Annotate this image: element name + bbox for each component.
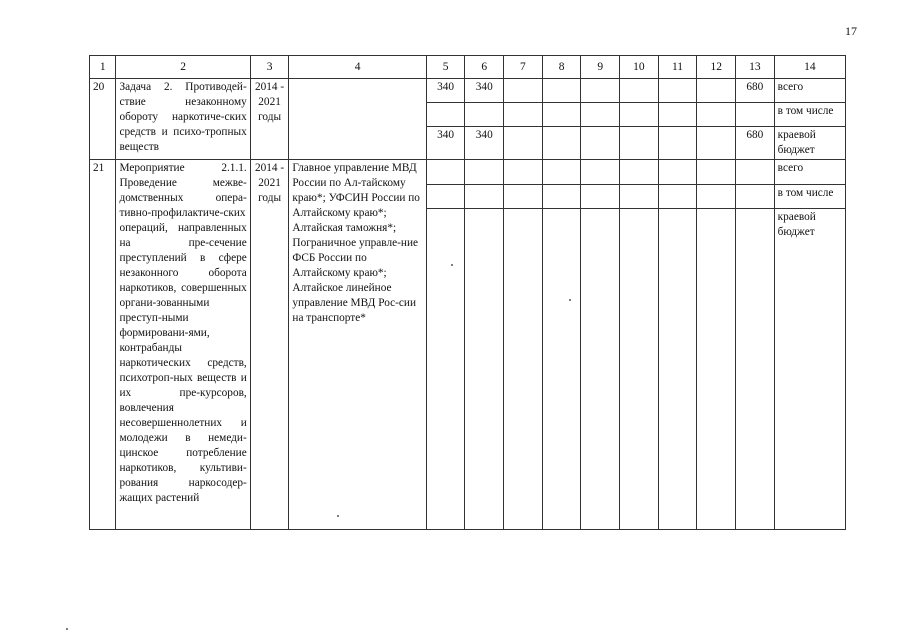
- cell-col8: [542, 103, 581, 127]
- header-cell: 12: [697, 56, 736, 79]
- row-description: Мероприятие 2.1.1. Проведение межве-домственных опера-тивно-профилактиче-ских операций, направленных на пре-сечение преступлений в сфере незаконного оборота наркотиков, совершенных органи-зованными преступ-ными формировани-ями, контрабанды наркотических средств, психотроп-ных веществ и их пре-курсоров, вовлечения несовершеннолетних и молодежи в немеди-цинское потребление наркотиков, культиви-рования наркосодер-жащих растений: [116, 160, 250, 530]
- header-cell: 1: [90, 56, 116, 79]
- cell-col10: [620, 127, 659, 160]
- cell-col6: [465, 185, 504, 209]
- cell-col12: [697, 127, 736, 160]
- cell-col6: 340: [465, 127, 504, 160]
- cell-col13: [736, 209, 775, 530]
- page-number: 17: [845, 24, 857, 38]
- row-period: 2014 - 2021 годы: [250, 160, 289, 530]
- cell-col10: [620, 103, 659, 127]
- cell-col12: [697, 103, 736, 127]
- header-cell: 10: [620, 56, 659, 79]
- cell-col5: 340: [426, 79, 465, 103]
- cell-col8: [542, 127, 581, 160]
- cell-col11: [658, 185, 697, 209]
- header-cell: 5: [426, 56, 465, 79]
- cell-col7: [504, 127, 543, 160]
- cell-col12: [697, 185, 736, 209]
- scan-speck: [66, 628, 68, 630]
- cell-col11: [658, 209, 697, 530]
- cell-col9: [581, 79, 620, 103]
- scan-speck: [451, 264, 453, 266]
- header-cell: 2: [116, 56, 250, 79]
- scan-speck: [337, 515, 339, 517]
- cell-col8: [542, 79, 581, 103]
- cell-col6: [465, 160, 504, 185]
- cell-col10: [620, 79, 659, 103]
- row-number: 20: [90, 79, 116, 160]
- cell-col9: [581, 103, 620, 127]
- cell-col8: [542, 160, 581, 185]
- cell-col8: [542, 209, 581, 530]
- cell-source: краевой бюджет: [774, 209, 845, 530]
- cell-col5: [426, 103, 465, 127]
- cell-col6: 340: [465, 79, 504, 103]
- cell-col13: [736, 160, 775, 185]
- row-number: 21: [90, 160, 116, 530]
- cell-col7: [504, 79, 543, 103]
- cell-col13: [736, 185, 775, 209]
- cell-col7: [504, 160, 543, 185]
- header-cell: 14: [774, 56, 845, 79]
- cell-source: краевой бюджет: [774, 127, 845, 160]
- cell-col5: [426, 185, 465, 209]
- header-cell: 8: [542, 56, 581, 79]
- header-cell: 6: [465, 56, 504, 79]
- cell-col13: 680: [736, 79, 775, 103]
- cell-col10: [620, 185, 659, 209]
- program-table: [89, 55, 846, 530]
- table-row: [90, 160, 846, 185]
- header-cell: 9: [581, 56, 620, 79]
- header-cell: 4: [289, 56, 426, 79]
- cell-col6: [465, 103, 504, 127]
- row-period: 2014 - 2021 годы: [250, 79, 289, 160]
- cell-col13: 680: [736, 127, 775, 160]
- cell-col12: [697, 160, 736, 185]
- header-cell: 7: [504, 56, 543, 79]
- header-row: [90, 56, 846, 79]
- cell-col8: [542, 185, 581, 209]
- row-description: Задача 2. Противодей-ствие незаконному обороту наркотиче-ских средств и психо-тропных веществ: [116, 79, 250, 160]
- cell-col11: [658, 103, 697, 127]
- table-row: [90, 79, 846, 103]
- cell-col11: [658, 127, 697, 160]
- cell-col10: [620, 209, 659, 530]
- cell-col9: [581, 160, 620, 185]
- cell-col11: [658, 160, 697, 185]
- cell-col13: [736, 103, 775, 127]
- cell-col12: [697, 79, 736, 103]
- cell-col7: [504, 209, 543, 530]
- row-executors: Главное управление МВД России по Ал-тайскому краю*; УФСИН России по Алтайскому краю*; Алтайская таможня*; Пограничное управле-ние ФСБ России по Алтайскому краю*; Алтайское линейное управление МВД Рос-сии на транспорте*: [289, 160, 426, 530]
- cell-col12: [697, 209, 736, 530]
- cell-col5: [426, 209, 465, 530]
- cell-col7: [504, 103, 543, 127]
- cell-col10: [620, 160, 659, 185]
- cell-source: в том числе: [774, 185, 845, 209]
- header-cell: 11: [658, 56, 697, 79]
- cell-col5: 340: [426, 127, 465, 160]
- cell-col9: [581, 127, 620, 160]
- row-executors: [289, 79, 426, 160]
- cell-source: всего: [774, 160, 845, 185]
- header-cell: 13: [736, 56, 775, 79]
- cell-source: в том числе: [774, 103, 845, 127]
- scan-speck: [569, 299, 571, 301]
- cell-col9: [581, 185, 620, 209]
- cell-col6: [465, 209, 504, 530]
- cell-source: всего: [774, 79, 845, 103]
- cell-col5: [426, 160, 465, 185]
- cell-col9: [581, 209, 620, 530]
- header-cell: 3: [250, 56, 289, 79]
- cell-col7: [504, 185, 543, 209]
- cell-col11: [658, 79, 697, 103]
